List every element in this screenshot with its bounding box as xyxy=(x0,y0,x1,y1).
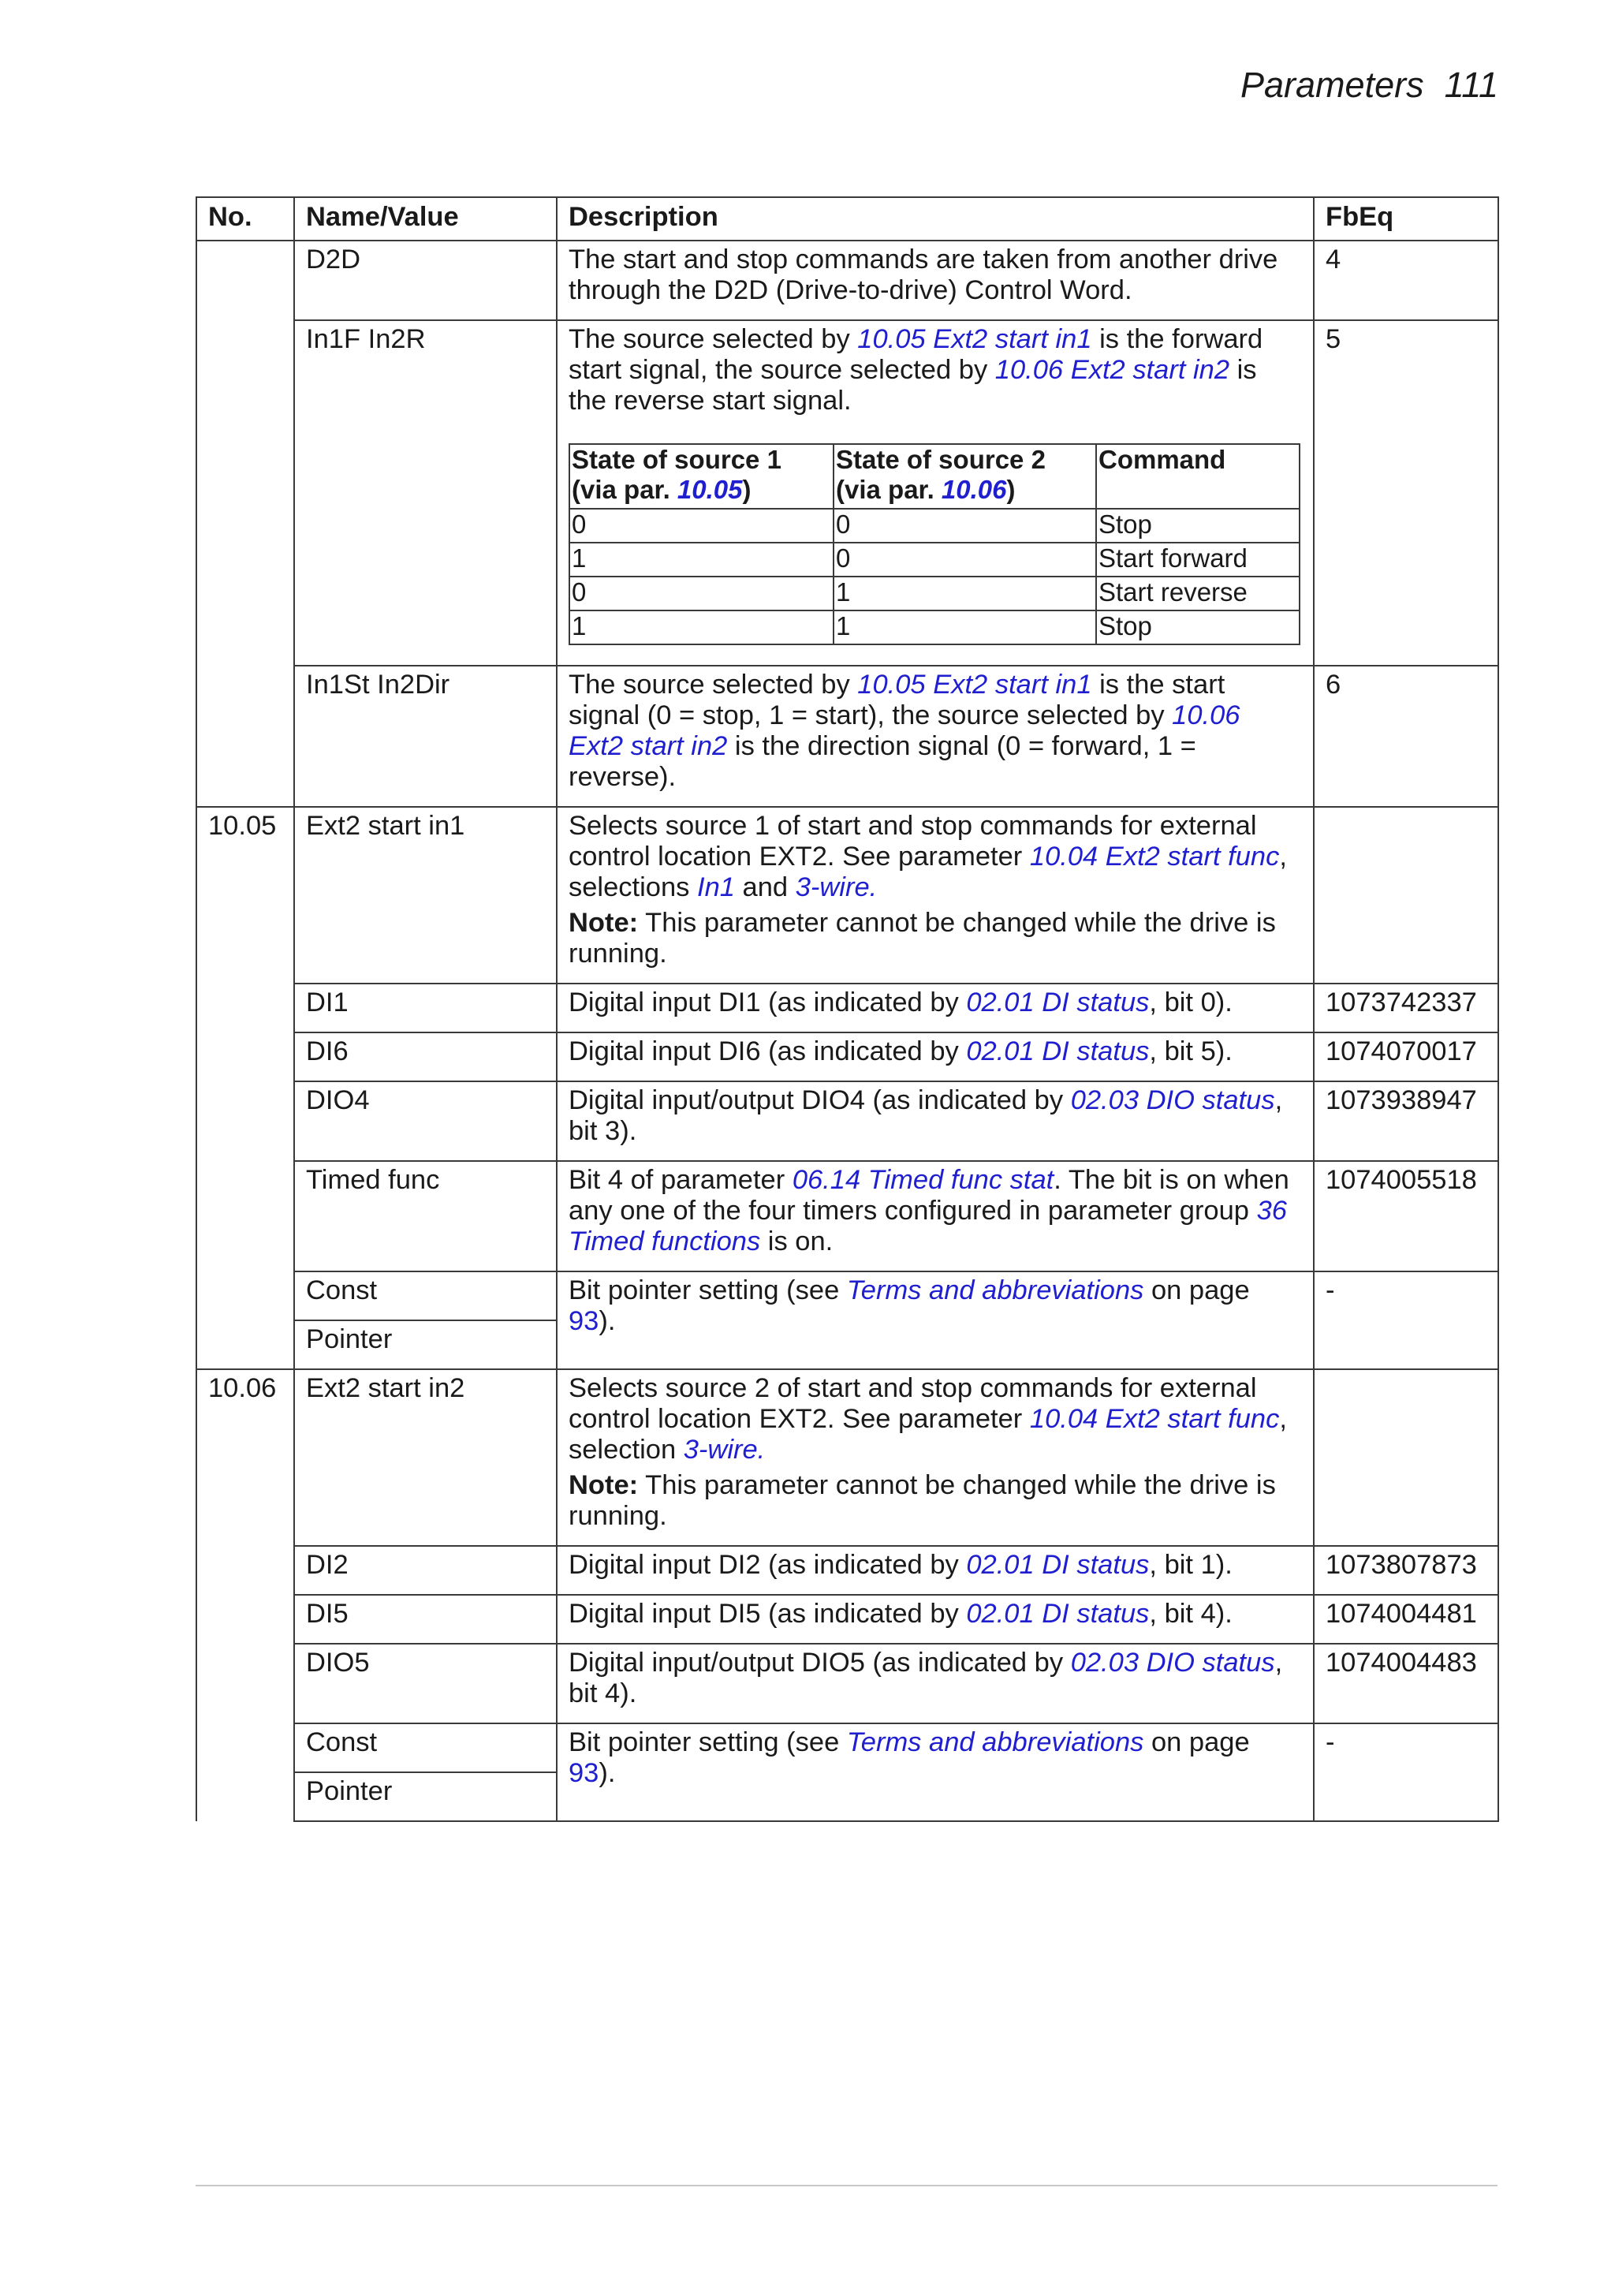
fbeq-value: 1074070017 xyxy=(1314,1032,1498,1081)
param-link[interactable]: 10.06 Ext2 start in2 xyxy=(569,700,1240,761)
description-text: Digital input DI6 (as indicated by xyxy=(569,1036,967,1066)
page-link[interactable]: 93 xyxy=(569,1758,599,1788)
value-name: DI2 xyxy=(294,1546,557,1595)
description-text: Digital input DI2 (as indicated by xyxy=(569,1550,967,1580)
description-text: Bit pointer setting (see xyxy=(569,1727,847,1757)
param-link[interactable]: 02.03 DIO status xyxy=(1070,1648,1275,1678)
param-link[interactable]: 10.05 xyxy=(677,475,743,504)
param-link[interactable]: 10.06 xyxy=(941,475,1007,504)
description-text: , selections xyxy=(569,842,1287,902)
param-number xyxy=(196,1320,294,1369)
description xyxy=(557,1161,1314,1271)
description-text: , bit 4). xyxy=(1149,1599,1233,1629)
truth-table-row xyxy=(569,610,1300,644)
note xyxy=(569,908,1302,969)
table-row xyxy=(196,1271,1498,1320)
param-number xyxy=(196,1595,294,1644)
truth-cell: 1 xyxy=(569,543,834,577)
footer-divider xyxy=(196,2185,1498,2186)
description-text: , bit 4). xyxy=(569,1648,1283,1708)
description xyxy=(557,1546,1314,1595)
param-link[interactable]: 10.05 Ext2 start in1 xyxy=(857,670,1092,700)
param-link[interactable]: 02.01 DI status xyxy=(966,1550,1150,1580)
fbeq-value: 4 xyxy=(1314,241,1498,320)
fbeq-value xyxy=(1314,807,1498,984)
param-number xyxy=(196,320,294,666)
column-header-name-value: Name/Value xyxy=(294,197,557,241)
description-text: , bit 5). xyxy=(1149,1036,1233,1066)
value-name: In1St In2Dir xyxy=(294,666,557,807)
description xyxy=(557,1644,1314,1723)
description-text: Selects source 1 of start and stop commands for external control location EXT2. See parameter xyxy=(569,811,1257,872)
description xyxy=(557,1032,1314,1081)
description-text: is the direction signal (0 = forward, 1 = reverse). xyxy=(569,731,1196,792)
table-row xyxy=(196,1161,1498,1271)
param-link[interactable]: 02.01 DI status xyxy=(966,1599,1150,1629)
description xyxy=(557,1369,1314,1546)
table-row xyxy=(196,807,1498,984)
value-name: Pointer xyxy=(294,1772,557,1821)
fbeq-value: 1074005518 xyxy=(1314,1161,1498,1271)
description-text: The source selected by xyxy=(569,324,858,354)
truth-table xyxy=(569,443,1300,645)
description-text: ). xyxy=(599,1306,616,1336)
description-text: Digital input DI5 (as indicated by xyxy=(569,1599,967,1629)
value-name: DIO5 xyxy=(294,1644,557,1723)
description-text: , bit 3). xyxy=(569,1085,1283,1146)
param-link[interactable]: 36 Timed functions xyxy=(569,1196,1287,1256)
param-link[interactable]: 10.05 Ext2 start in1 xyxy=(857,324,1092,354)
table-row xyxy=(196,241,1498,320)
param-number xyxy=(196,1161,294,1271)
param-link[interactable]: In1 xyxy=(697,872,735,902)
description-text: Digital input/output DIO5 (as indicated by xyxy=(569,1648,1071,1678)
param-number xyxy=(196,1723,294,1772)
truth-header-text: State of source 1 xyxy=(572,445,781,474)
param-link[interactable]: 02.01 DI status xyxy=(966,1036,1150,1066)
param-number: 10.05 xyxy=(196,807,294,984)
param-number xyxy=(196,1546,294,1595)
param-link[interactable]: 10.04 Ext2 start func xyxy=(1029,1404,1280,1434)
fbeq-value: 1073742337 xyxy=(1314,984,1498,1032)
table-row xyxy=(196,1032,1498,1081)
fbeq-value: 1074004483 xyxy=(1314,1644,1498,1723)
description xyxy=(557,1271,1314,1369)
param-name: Ext2 start in1 xyxy=(294,807,557,984)
description-text: is the forward start signal, the source selected by xyxy=(569,324,1263,385)
truth-cell: Stop xyxy=(1096,509,1300,543)
truth-cell: Start forward xyxy=(1096,543,1300,577)
description-text: , bit 0). xyxy=(1149,987,1233,1017)
param-link[interactable]: 02.01 DI status xyxy=(966,987,1150,1017)
fbeq-value: 1073938947 xyxy=(1314,1081,1498,1161)
table-header-row xyxy=(196,197,1498,241)
note-label: Note: xyxy=(569,908,639,938)
value-name: D2D xyxy=(294,241,557,320)
note-label: Note: xyxy=(569,1470,639,1500)
description-text: is the reverse start signal. xyxy=(569,355,1257,416)
description-text: , bit 1). xyxy=(1149,1550,1233,1580)
param-link[interactable]: 3-wire. xyxy=(683,1435,766,1465)
description-text: and xyxy=(734,872,796,902)
value-name: Timed func xyxy=(294,1161,557,1271)
truth-table-row xyxy=(569,509,1300,543)
truth-header-text: ) xyxy=(1006,475,1016,504)
table-row xyxy=(196,1644,1498,1723)
page-number: 111 xyxy=(1444,65,1498,105)
table-row xyxy=(196,1723,1498,1772)
description-text: on page xyxy=(1143,1275,1250,1305)
truth-header-command: Command xyxy=(1096,444,1300,509)
truth-table-row xyxy=(569,577,1300,610)
description-text: Selects source 2 of start and stop commands for external control location EXT2. See parameter xyxy=(569,1373,1257,1434)
note-text: This parameter cannot be changed while the drive is running. xyxy=(569,1470,1276,1531)
description-text: Bit pointer setting (see xyxy=(569,1275,847,1305)
description xyxy=(557,666,1314,807)
param-link[interactable]: 3-wire. xyxy=(795,872,878,902)
value-name: In1F In2R xyxy=(294,320,557,666)
fbeq-value: 1074004481 xyxy=(1314,1595,1498,1644)
truth-cell: 1 xyxy=(834,610,1096,644)
note-text: This parameter cannot be changed while the drive is running. xyxy=(569,908,1276,969)
description-text: . The bit is on when any one of the four timers configured in parameter group xyxy=(569,1165,1289,1226)
column-header-description: Description xyxy=(557,197,1314,241)
description-text: is the start signal (0 = stop, 1 = start), the source selected by xyxy=(569,670,1225,730)
description-text: , selection xyxy=(569,1404,1287,1465)
truth-header-text: State of source 2 xyxy=(836,445,1046,474)
value-name: DI5 xyxy=(294,1595,557,1644)
param-number xyxy=(196,984,294,1032)
fbeq-value: 1073807873 xyxy=(1314,1546,1498,1595)
description: The start and stop commands are taken from another drive through the D2D (Drive-to-drive) Control Word. xyxy=(557,241,1314,320)
doc-link[interactable]: Terms and abbreviations xyxy=(846,1275,1144,1305)
param-number xyxy=(196,1772,294,1821)
table-row xyxy=(196,1081,1498,1161)
value-name: DIO4 xyxy=(294,1081,557,1161)
param-number xyxy=(196,1032,294,1081)
truth-header-text: (via par. xyxy=(836,475,942,504)
param-number xyxy=(196,1081,294,1161)
truth-cell: 0 xyxy=(834,543,1096,577)
description-text: on page xyxy=(1143,1727,1250,1757)
description xyxy=(557,1723,1314,1821)
column-header-fbeq: FbEq xyxy=(1314,197,1498,241)
fbeq-value: 5 xyxy=(1314,320,1498,666)
param-link[interactable]: 10.04 Ext2 start func xyxy=(1029,842,1280,872)
table-row xyxy=(196,1369,1498,1546)
param-number xyxy=(196,666,294,807)
param-link[interactable]: 10.06 Ext2 start in2 xyxy=(994,355,1230,385)
column-header-no: No. xyxy=(196,197,294,241)
description xyxy=(557,1081,1314,1161)
description xyxy=(557,984,1314,1032)
value-name: DI1 xyxy=(294,984,557,1032)
description xyxy=(557,320,1314,666)
fbeq-value xyxy=(1314,1369,1498,1546)
truth-cell: 1 xyxy=(569,610,834,644)
value-name: Pointer xyxy=(294,1320,557,1369)
description-text: Digital input DI1 (as indicated by xyxy=(569,987,967,1017)
parameter-table xyxy=(196,196,1499,1822)
truth-cell: 0 xyxy=(834,509,1096,543)
page-header xyxy=(1240,65,1498,106)
fbeq-value: - xyxy=(1314,1271,1498,1369)
description-text: Digital input/output DIO4 (as indicated by xyxy=(569,1085,1071,1115)
description xyxy=(557,1595,1314,1644)
truth-header-text: (via par. xyxy=(572,475,677,504)
truth-cell: 0 xyxy=(569,577,834,610)
truth-header-source-1 xyxy=(569,444,834,509)
description xyxy=(557,807,1314,984)
page-link[interactable]: 93 xyxy=(569,1306,599,1336)
truth-table-header xyxy=(569,444,1300,509)
truth-cell: Start reverse xyxy=(1096,577,1300,610)
value-name: Const xyxy=(294,1271,557,1320)
description-text: is on. xyxy=(760,1226,834,1256)
truth-cell: 1 xyxy=(834,577,1096,610)
value-name: DI6 xyxy=(294,1032,557,1081)
param-link[interactable]: 06.14 Timed func stat xyxy=(792,1165,1054,1195)
param-number xyxy=(196,1644,294,1723)
description-text: The source selected by xyxy=(569,670,858,700)
table-row xyxy=(196,1546,1498,1595)
param-number xyxy=(196,241,294,320)
table-row xyxy=(196,320,1498,666)
fbeq-value: 6 xyxy=(1314,666,1498,807)
note xyxy=(569,1470,1302,1532)
description-text: Bit 4 of parameter xyxy=(569,1165,793,1195)
table-row xyxy=(196,666,1498,807)
truth-cell: 0 xyxy=(569,509,834,543)
value-name: Const xyxy=(294,1723,557,1772)
param-link[interactable]: 02.03 DIO status xyxy=(1070,1085,1275,1115)
truth-header-text: ) xyxy=(742,475,752,504)
param-name: Ext2 start in2 xyxy=(294,1369,557,1546)
table-row xyxy=(196,984,1498,1032)
truth-header-source-2 xyxy=(834,444,1096,509)
fbeq-value: - xyxy=(1314,1723,1498,1821)
truth-cell: Stop xyxy=(1096,610,1300,644)
param-number xyxy=(196,1271,294,1320)
section-title: Parameters xyxy=(1240,65,1424,105)
param-number: 10.06 xyxy=(196,1369,294,1546)
table-row xyxy=(196,1595,1498,1644)
description-text: ). xyxy=(599,1758,616,1788)
doc-link[interactable]: Terms and abbreviations xyxy=(846,1727,1144,1757)
truth-table-row xyxy=(569,543,1300,577)
